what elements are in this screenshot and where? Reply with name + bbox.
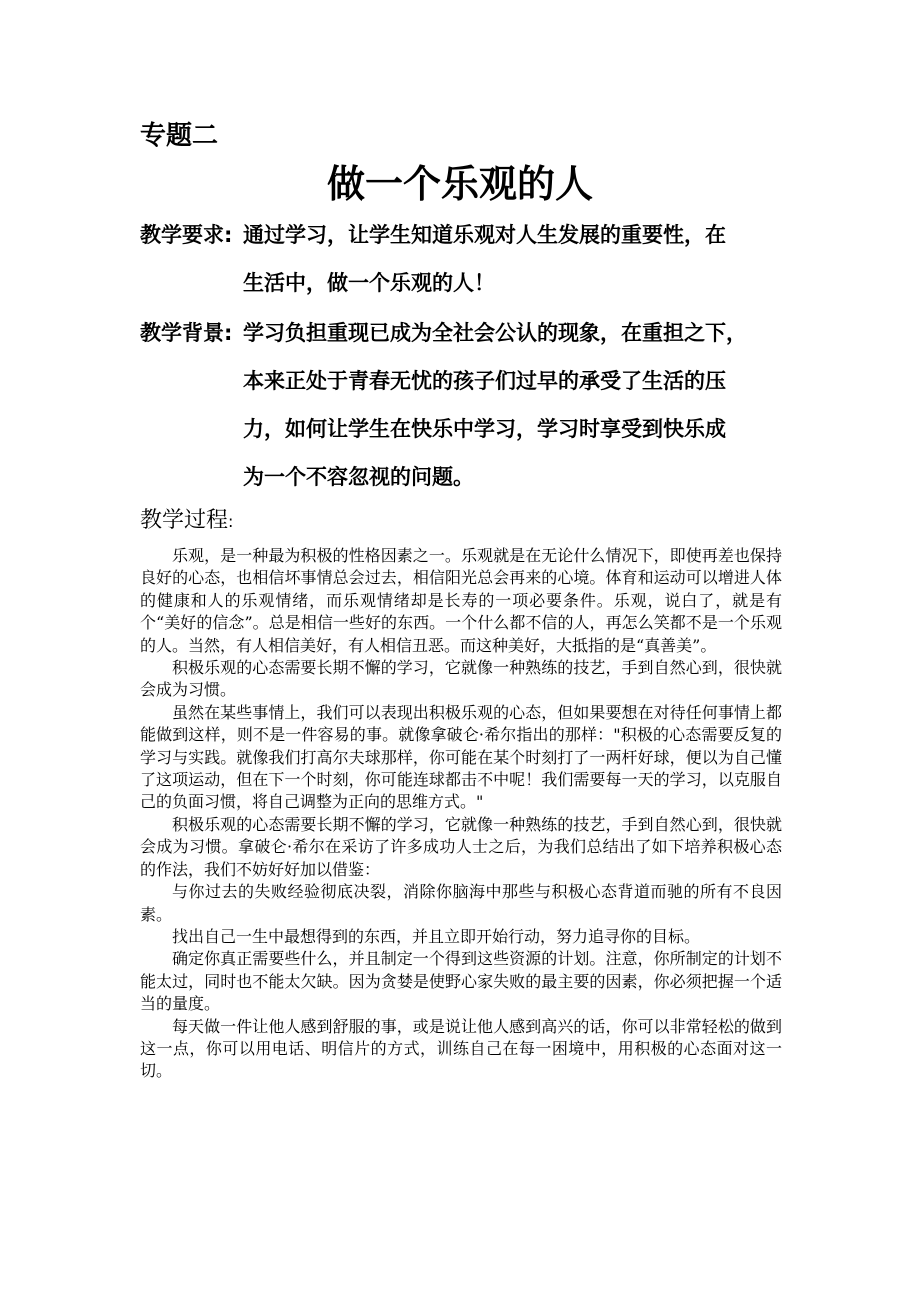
process-body	[140, 545, 782, 1083]
page-title: 做一个乐观的人	[326, 162, 593, 206]
paragraph: 虽然在某些事情上，我们可以表现出积极乐观的心态，但如果要想在对待任何事情上都能做到这样，则不是一件容易的事。就像拿破仑·希尔指出的那样："积极的心态需要反复的学习与实践。就像我们打高尔夫球那样，你可能在某个时刻打了一两杆好球，便以为自己懂了这项运动，但在下一个时刻，你可能连球都击不中呢！我们需要每一天的学习，以克服自己的负面习惯，将自己调整为正向的思维方式。"	[140, 702, 782, 812]
requirement-label: 教学要求:	[140, 223, 233, 247]
requirement-line: 通过学习，让学生知道乐观对人生发展的重要性，在	[243, 223, 726, 247]
process-heading	[140, 505, 233, 538]
paragraph: 找出自己一生中最想得到的东西，并且立即开始行动，努力追寻你的目标。	[172, 926, 701, 946]
background-line: 学习负担重现已成为全社会公认的现象，在重担之下，	[243, 321, 747, 345]
process-heading-text: 教学过程	[140, 508, 229, 533]
background-line: 为一个不容忽视的问题。	[243, 465, 474, 489]
requirement-line: 生活中，做一个乐观的人！	[243, 271, 495, 295]
paragraph: 每天做一件让他人感到舒服的事，或是说让他人感到高兴的话，你可以非常轻松的做到这一点，你可以用电话、明信片的方式，训练自己在每一困境中，用积极的心态面对这一切。	[140, 1016, 782, 1081]
paragraph: 积极乐观的心态需要长期不懈的学习，它就像一种熟练的技艺，手到自然心到，很快就会成为习惯。拿破仑·希尔在采访了许多成功人士之后，为我们总结出了如下培养积极心态的作法，我们不妨好好加以借鉴：	[140, 814, 782, 879]
paragraph: 确定你真正需要些什么，并且制定一个得到这些资源的计划。注意，你所制定的计划不能太过，同时也不能太欠缺。因为贪婪是使野心家失败的最主要的因素，你必须把握一个适当的量度。	[140, 949, 782, 1014]
teaching-background	[140, 309, 780, 501]
teaching-requirement	[140, 211, 780, 307]
paragraph: 与你过去的失败经验彻底决裂，消除你脑海中那些与积极心态背道而驰的所有不良因素。	[140, 882, 782, 924]
background-line: 力，如何让学生在快乐中学习，学习时享受到快乐成	[243, 417, 726, 441]
process-heading-colon: :	[228, 512, 234, 531]
requirement-text	[243, 211, 780, 307]
paragraph: 积极乐观的心态需要长期不懈的学习，它就像一种熟练的技艺，手到自然心到，很快就会成为习惯。	[140, 658, 782, 700]
paragraph: 乐观，是一种最为积极的性格因素之一。乐观就是在无论什么情况下，即使再差也保持良好的心态，也相信坏事情总会过去，相信阳光总会再来的心境。体育和运动可以增进人体的健康和人的乐观情绪，而乐观情绪却是长寿的一项必要条件。乐观，说白了，就是有个“美好的信念”。总是相信一些好的东西。一个什么都不信的人，再怎么笑都不是一个乐观的人。当然，有人相信美好，有人相信丑恶。而这种美好，大抵指的是“真善美”。	[140, 546, 782, 655]
background-text	[243, 309, 780, 501]
background-line: 本来正处于青春无忧的孩子们过早的承受了生活的压	[243, 369, 726, 393]
background-label: 教学背景:	[140, 321, 233, 345]
section-label: 专题二	[140, 121, 219, 151]
